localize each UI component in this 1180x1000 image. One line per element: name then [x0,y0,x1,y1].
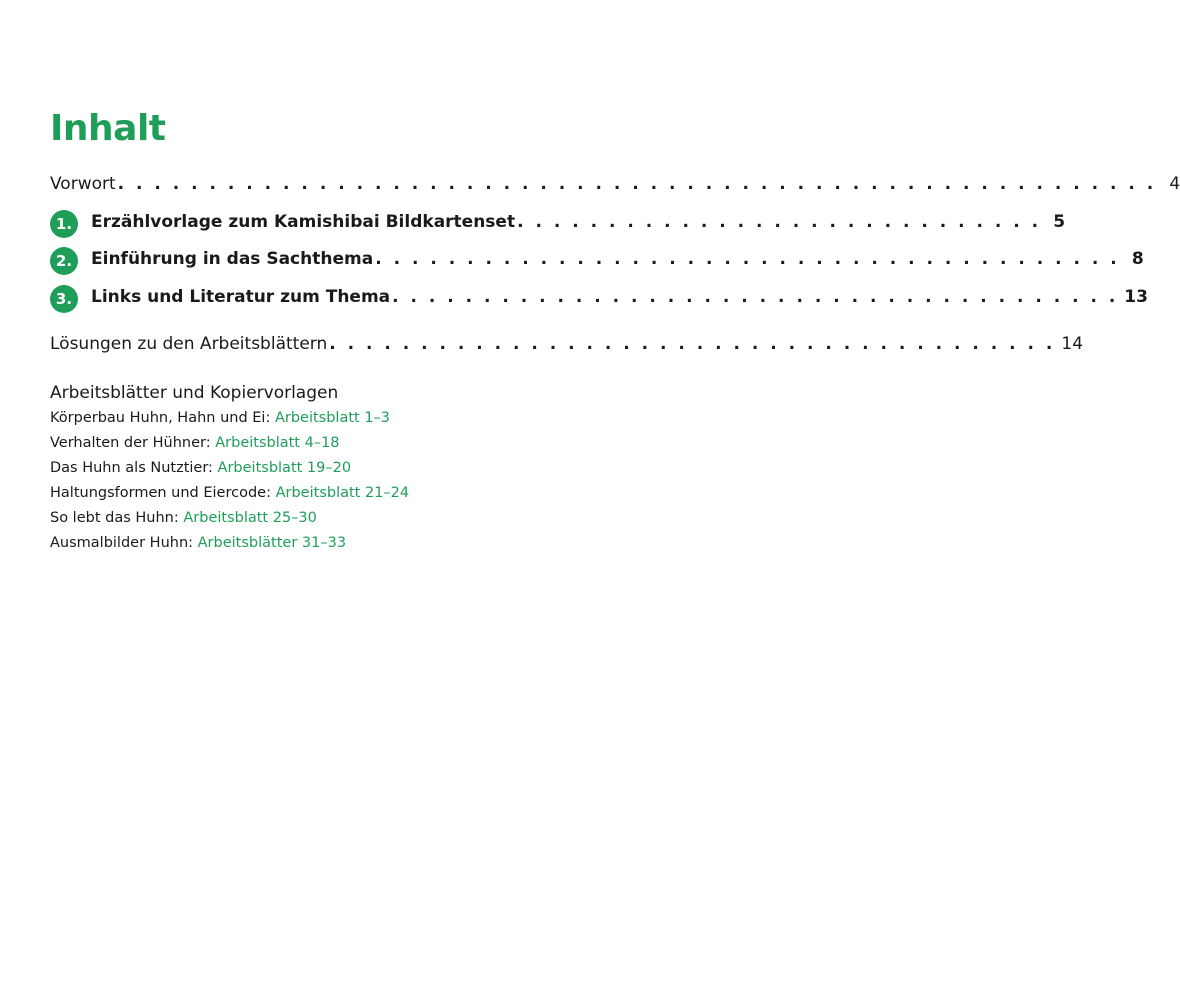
worksheet-topic: Körperbau Huhn, Hahn und Ei: [50,410,271,426]
worksheet-topic: Verhalten der Hühner: [50,435,211,451]
toc-entry-chapter-3[interactable] [50,285,1148,313]
worksheet-topic: Das Huhn als Nutztier: [50,460,213,476]
worksheet-item[interactable] [50,431,409,456]
worksheets-heading: Arbeitsblätter und Kopiervorlagen [50,383,339,403]
toc-entry-chapter-1[interactable] [50,210,1066,238]
toc-entry-label: Erzählvorlage zum Kamishibai Bildkartenset [91,212,516,232]
worksheet-topic: Ausmalbilder Huhn: [50,535,194,551]
dot-leader: . . . . . . . . . . . . . . . . . . . . . . . . . . . . . . . . . . . . . . . . [392,287,1119,307]
worksheet-item[interactable] [50,506,409,531]
toc-entry-label: Links und Literatur zum Thema [91,287,391,307]
worksheets-list [50,406,409,556]
toc-entry-loesungen[interactable] [50,332,1084,356]
chapter-number-badge: 1. [50,210,78,238]
toc-entry-label: Vorwort [50,174,116,194]
dot-leader: . . . . . . . . . . . . . . . . . . . . . . . . . . . . . . . . . . . . . . . . [329,334,1056,354]
toc-entry-label: Einführung in das Sachthema [91,249,374,269]
chapter-number-badge: 3. [50,285,78,313]
toc-page-number: 14 [1061,334,1084,354]
worksheet-ref: Arbeitsblatt 4–18 [215,435,340,451]
toc-entry-vorwort[interactable] [50,172,1180,196]
worksheet-ref: Arbeitsblatt 25–30 [183,510,317,526]
worksheet-ref: Arbeitsblatt 1–3 [274,410,391,426]
worksheet-topic: Haltungsformen und Eiercode: [50,485,271,501]
toc-page-number: 13 [1124,287,1148,307]
worksheet-item[interactable] [50,531,409,556]
toc-entry-label: Lösungen zu den Arbeitsblättern [50,334,328,354]
worksheet-topic: So lebt das Huhn: [50,510,179,526]
dot-leader: . . . . . . . . . . . . . . . . . . . . . . . . . . . . . . . . . . . . . . . . . [375,249,1120,269]
worksheet-item[interactable] [50,481,409,506]
worksheet-ref: Arbeitsblatt 21–24 [275,485,410,501]
worksheet-ref: Arbeitsblatt 19–20 [217,460,352,476]
page-title: Inhalt [50,108,166,149]
toc-page-number: 8 [1131,249,1144,269]
dot-leader: . . . . . . . . . . . . . . . . . . . . . . . . . . . . . . . . . . . . . . . . . . . . . . . . . . . . . . . . . [117,174,1157,194]
toc-page-number: 4 [1169,174,1180,194]
worksheet-item[interactable] [50,406,409,431]
worksheet-ref: Arbeitsblätter 31–33 [197,535,347,551]
dot-leader: . . . . . . . . . . . . . . . . . . . . . . . . . . . . . [517,212,1042,232]
worksheet-item[interactable] [50,456,409,481]
toc-page-number: 5 [1053,212,1066,232]
chapter-number-badge: 2. [50,247,78,275]
toc-entry-chapter-2[interactable] [50,247,1144,275]
